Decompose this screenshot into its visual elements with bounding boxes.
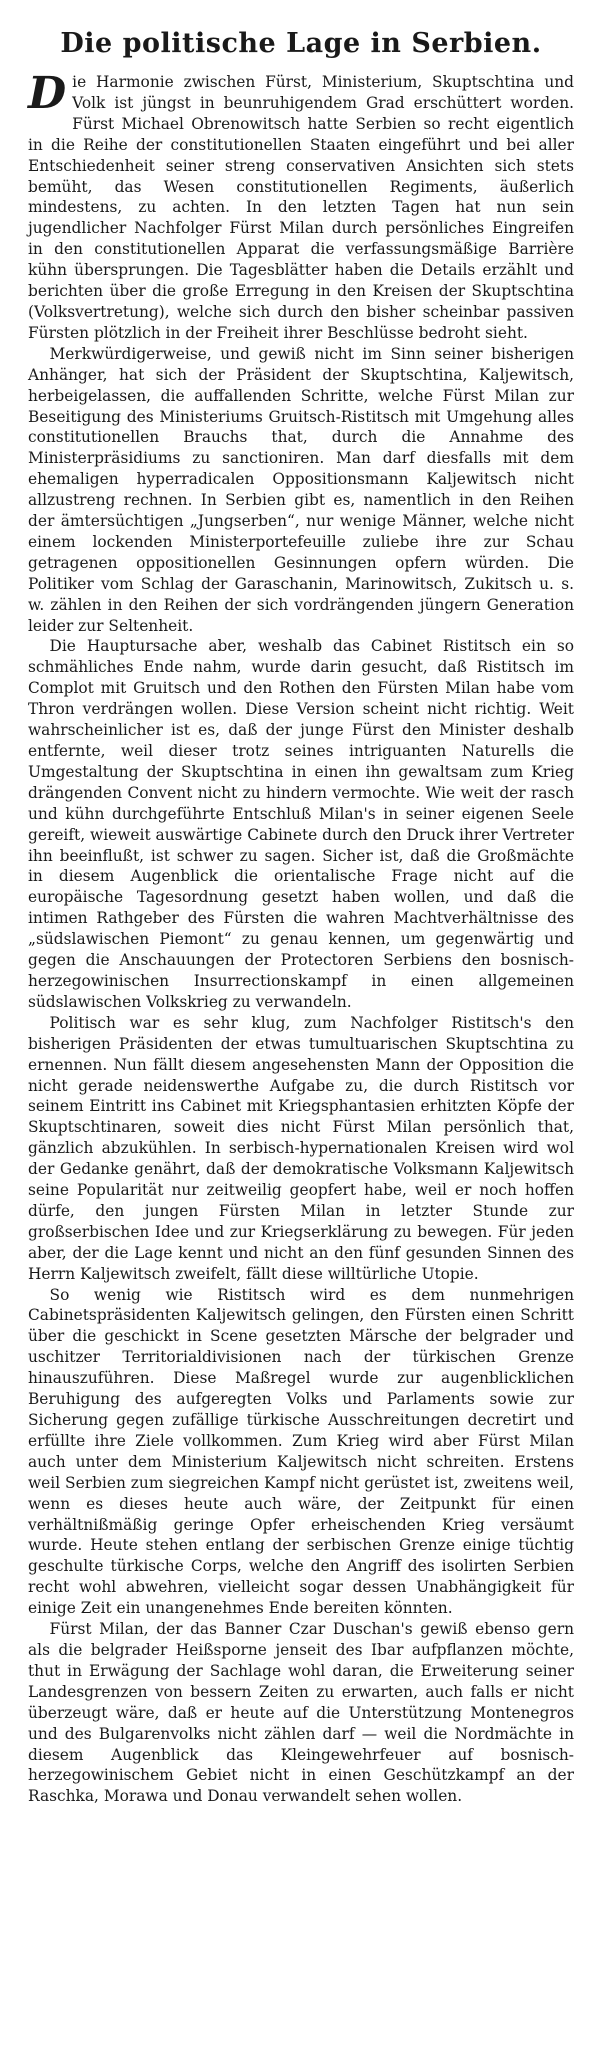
drop-cap: D: [28, 68, 67, 119]
paragraph-3: Die Hauptursache aber, weshalb das Cabinet Ristitsch ein so schmähliches Ende nahm, wurde darin gesucht, daß Ristitsch im Complot mit Gruitsch und den Rothen den Fürsten Milan habe vom Thron verdrängen wollen. Diese Version scheint nicht richtig. Weit wahrscheinlicher ist es, daß der junge Fürst den Minister deshalb entfernte, weil dieser trotz seines intriguanten Naturells die Umgestaltung der Skuptschtina in einen ihn gewaltsam zum Krieg drängenden Convent nicht zu hindern vermochte. Wie weit der rasch und kühn durchgeführte Entschluß Milan's in seiner eigenen Seele gereift, wieweit auswärtige Cabinete durch den Druck ihrer Vertreter ihn beeinflußt, ist schwer zu sagen. Sicher ist, daß die Großmächte in diesem Augenblick die orientalische Frage nicht auf die europäische Tagesordnung gesetzt haben wollen, und daß die intimen Rathgeber des Fürsten die wahren Machtverhältnisse des „südslawischen Piemont“ zu genau kennen, um gegenwärtig und gegen die Anschauungen der Protectoren Serbiens den bosnisch-herzegowinischen Insurrectionskampf in einen allgemeinen südslawischen Volkskrieg zu verwandeln.: [28, 637, 574, 1011]
paragraph-2: Merkwürdigerweise, und gewiß nicht im Sinn seiner bisherigen Anhänger, hat sich der Präsident der Skuptschtina, Kaljewitsch, herbeigelassen, die auffallenden Schritte, welche Fürst Milan zur Beseitigung des Ministeriums Gruitsch-Ristitsch mit Umgehung alles constitutionellen Brauchs that, durch die Annahme des Ministerpräsidiums zu sanctioniren. Man darf diesfalls mit dem ehemaligen hyperradicalen Oppositionsmann Kaljewitsch nicht allzustreng rechnen. In Serbien gibt es, namentlich in den Reihen der ämtersüchtigen „Jungserben“, nur wenige Männer, welche nicht einem lockenden Ministerportefeuille zuliebe ihre zur Schau getragenen oppositionellen Gesinnungen opfern würden. Die Politiker vom Schlag der Garaschanin, Marinowitsch, Zukitsch u. s. w. zählen in den Reihen der sich vordrängenden jüngern Generation leider zur Seltenheit.: [28, 344, 574, 635]
paragraph-1-text: ie Harmonie zwischen Fürst, Ministerium, Skuptschtina und Volk ist jüngst in beunruhigendem Grad erschüttert worden. Fürst Michael Obrenowitsch hatte Serbien so recht eigentlich in die Reihe der constitutionellen Staaten eingeführt und bei aller Entschiedenheit seiner streng conservativen Ansichten sich stets bemüht, das Wesen constitutionellen Regiments, äußerlich mindestens, zu achten. In den letzten Tagen hat nun sein jugendlicher Nachfolger Fürst Milan durch persönliches Eingreifen in den constitutionellen Apparat die verfassungsmäßige Barrière kühn übersprungen. Die Tagesblätter haben die Details erzählt und berichten über die große Erregung in den Kreisen der Skuptschtina (Volksvertretung), welche sich durch den bisher scheinbar passiven Fürsten plötzlich in der Freiheit ihrer Beschlüsse bedroht sieht.: [28, 73, 574, 342]
paragraph-1: [28, 68, 574, 344]
paragraph-6: Fürst Milan, der das Banner Czar Duschan's gewiß ebenso gern als die belgrader Heißsporne jenseit des Ibar aufpflanzen möchte, thut in Erwägung der Sachlage wohl daran, die Erweiterung seiner Landesgrenzen von bessern Zeiten zu erwarten, auch falls er nicht überzeugt wäre, daß er heute auf die Unterstützung Montenegros und des Bulgarenvolks nicht zählen darf — weil die Nordmächte in diesem Augenblick das Kleingewehrfeuer auf bosnisch-herzegowinischem Gebiet nicht in einen Geschützkampf an der Raschka, Morawa und Donau verwandelt sehen wollen.: [28, 1620, 574, 1806]
paragraph-5: So wenig wie Ristitsch wird es dem nunmehrigen Cabinetspräsidenten Kaljewitsch gelingen, den Fürsten einen Schritt über die geschickt in Scene gesetzten Märsche der belgrader und uschitzer Territorialdivisionen nach der türkischen Grenze hinauszuführen. Diese Maßregel wurde zur augenblicklichen Beruhigung des aufgeregten Volks und Parlaments sowie zur Sicherung gegen zufällige türkische Ausschreitungen decretirt und erfüllte ihre Ziele vollkommen. Zum Krieg wird aber Fürst Milan auch unter dem Ministerium Kaljewitsch nicht schreiten. Erstens weil Serbien zum siegreichen Kampf nicht gerüstet ist, zweitens weil, wenn es dieses heute auch wäre, der Zeitpunkt für einen verhältnißmäßig geringe Opfer erheischenden Krieg versäumt wurde. Heute stehen entlang der serbischen Grenze einige tüchtig geschulte türkische Corps, welche den Angriff des isolirten Serbien recht wohl abwehren, vielleicht sogar dessen Unabhängigkeit für einige Zeit ein unangenehmes Ende bereiten könnten.: [28, 1285, 574, 1618]
article: [28, 22, 574, 1807]
paragraph-4: Politisch war es sehr klug, zum Nachfolger Ristitsch's den bisherigen Präsidenten der etwas tumultuarischen Skuptschtina zu ernennen. Nun fällt diesem angesehensten Mann der Opposition die nicht gerade neidenswerthe Aufgabe zu, die durch Ristitsch vor seinem Eintritt ins Cabinet mit Kriegsphantasien erhitzten Köpfe der Skuptschtinaren, soweit dies nicht Fürst Milan persönlich that, gänzlich abzukühlen. In serbisch-hypernationalen Kreisen wird wol der Gedanke genährt, daß der demokratische Volksmann Kaljewitsch seine Popularität nur zeitweilig geopfert habe, weil er noch hoffen dürfe, den jungen Fürsten Milan in letzter Stunde zur großserbischen Idee und zur Kriegserklärung zu bewegen. Für jeden aber, der die Lage kennt und nicht an den fünf gesunden Sinnen des Herrn Kaljewitsch zweifelt, fällt diese willtürliche Utopie.: [28, 1013, 574, 1283]
article-title: Die politische Lage in Serbien.: [60, 28, 542, 59]
